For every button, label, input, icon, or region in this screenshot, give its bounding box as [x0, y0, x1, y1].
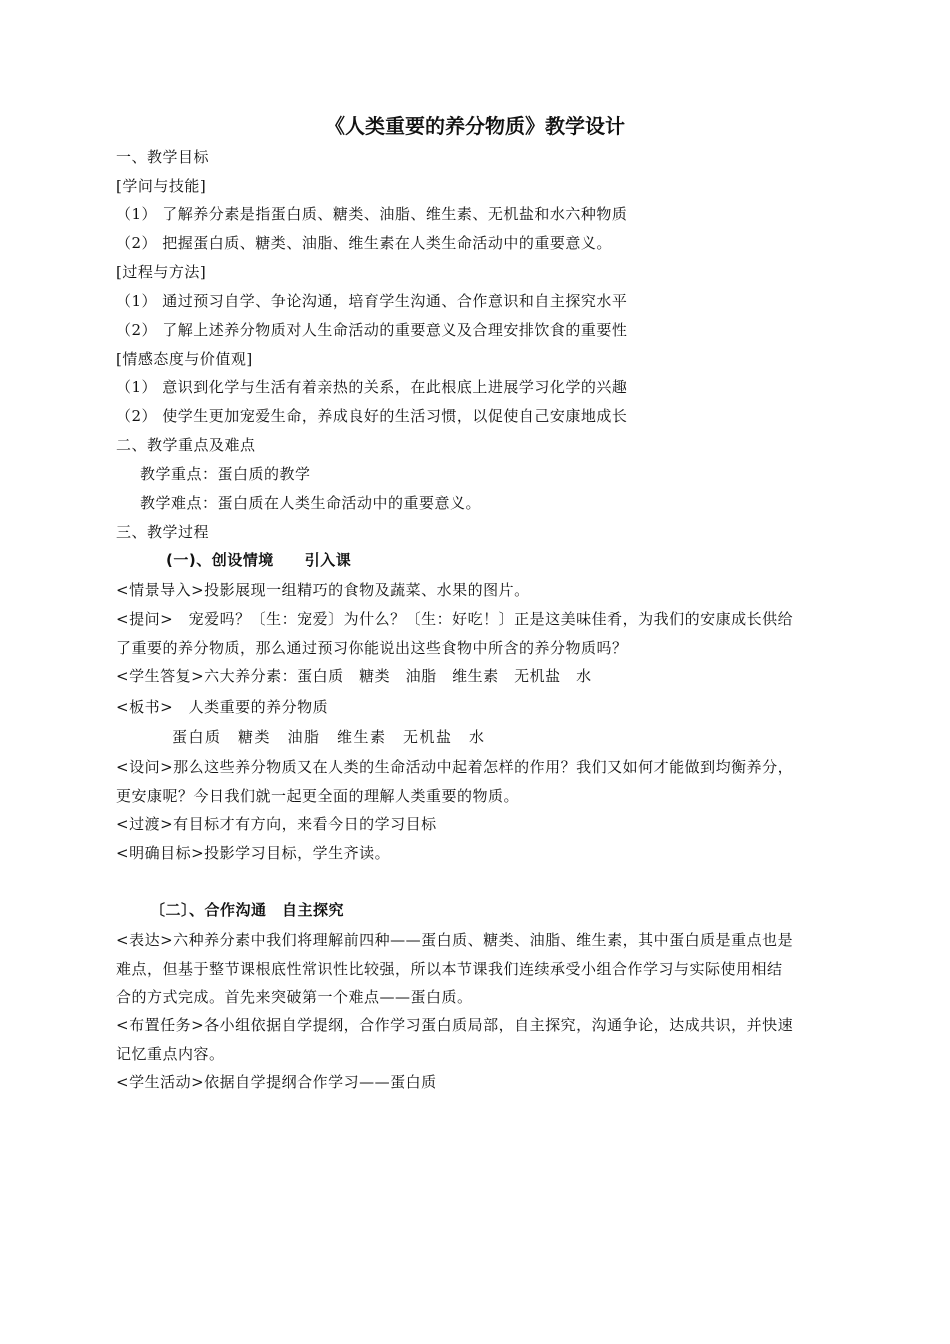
paragraph-line: 更安康呢？今日我们就一起更全面的理解人类重要的物质。 [116, 787, 520, 805]
paragraph-line: <学生活动>依据自学提纲合作学习——蛋白质 [116, 1073, 437, 1091]
part1-heading: (一)、创设情境 引入课 [166, 551, 352, 569]
objective-item: （1） 了解养分素是指蛋白质、糖类、油脂、维生素、无机盐和水六种物质 [116, 205, 628, 223]
board-nutrients: 蛋白质 糖类 油脂 维生素 无机盐 水 [172, 728, 486, 746]
subheading-process-method: [过程与方法] [116, 263, 207, 281]
paragraph-line: <表达>六种养分素中我们将理解前四种——蛋白质、糖类、油脂、维生素，其中蛋白质是重点也是 [116, 931, 794, 949]
paragraph-line: <布置任务>各小组依据自学提纲，合作学习蛋白质局部，自主探究，沟通争论，达成共识，并快速 [116, 1016, 794, 1034]
paragraph-line: <板书> 人类重要的养分物质 [116, 698, 329, 716]
section-heading-focus: 二、教学重点及难点 [116, 436, 256, 454]
paragraph-line: 记忆重点内容。 [116, 1045, 225, 1063]
paragraph-line: <学生答复>六大养分素：蛋白质 糖类 油脂 维生素 无机盐 水 [116, 667, 592, 685]
objective-item: （2） 把握蛋白质、糖类、油脂、维生素在人类生命活动中的重要意义。 [116, 234, 612, 252]
paragraph-line: 合的方式完成。首先来突破第一个难点——蛋白质。 [116, 988, 473, 1006]
objective-item: （2） 使学生更加宠爱生命，养成良好的生活习惯，以促使自己安康地成长 [116, 407, 628, 425]
part2-heading: 〔二〕、合作沟通 自主探究 [150, 901, 345, 919]
objective-item: （2） 了解上述养分物质对人生命活动的重要意义及合理安排饮食的重要性 [116, 321, 628, 339]
paragraph-line: <过渡>有目标才有方向，来看今日的学习目标 [116, 815, 437, 833]
subheading-knowledge-skills: [学问与技能] [116, 177, 207, 195]
paragraph-line: 难点，但基于整节课根底性常识性比较强，所以本节课我们连续承受小组合作学习与实际使用相结 [116, 960, 783, 978]
section-heading-process: 三、教学过程 [116, 523, 210, 541]
paragraph-line: <情景导入>投影展现一组精巧的食物及蔬菜、水果的图片。 [116, 581, 530, 599]
objective-item: （1） 意识到化学与生活有着亲热的关系，在此根底上进展学习化学的兴趣 [116, 378, 628, 396]
document-title: 《人类重要的养分物质》教学设计 [325, 114, 625, 138]
subheading-attitude-values: [情感态度与价值观] [116, 350, 253, 368]
paragraph-line: <提问> 宠爱吗？〔生：宠爱〕为什么？〔生：好吃！〕正是这美味佳肴，为我们的安康成长供给 [116, 610, 794, 628]
paragraph-line: <设问>那么这些养分物质又在人类的生命活动中起着怎样的作用？我们又如何才能做到均衡养分， [116, 758, 794, 776]
objective-item: （1） 通过预习自学、争论沟通，培育学生沟通、合作意识和自主探究水平 [116, 292, 628, 310]
paragraph-line: <明确目标>投影学习目标，学生齐读。 [116, 844, 391, 862]
section-heading-objectives: 一、教学目标 [116, 148, 210, 166]
paragraph-line: 了重要的养分物质，那么通过预习你能说出这些食物中所含的养分物质吗？ [116, 639, 628, 657]
teaching-difficulty: 教学难点：蛋白质在人类生命活动中的重要意义。 [140, 494, 482, 512]
teaching-focus: 教学重点：蛋白质的教学 [140, 465, 311, 483]
